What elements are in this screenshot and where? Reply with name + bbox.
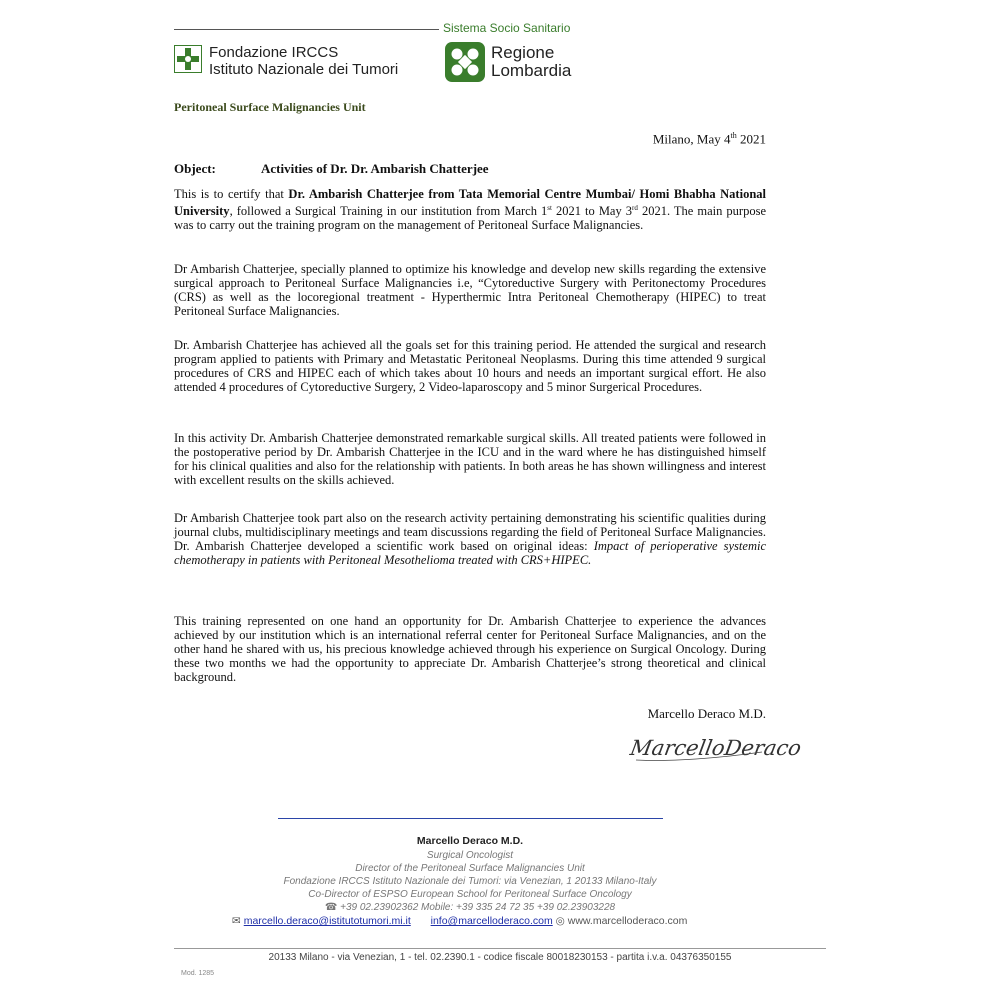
paragraph-6: This training represented on one hand an opportunity for Dr. Ambarish Chatterjee to experience the advances achieved by our institution which is an international referral center for Peritoneal Surface Malignancies, and on the other hand he shared with us, his precious knowledge achieved through his experience on Surgical Oncology. During these two months we had the opportunity to appreciate Dr. Ambarish Chatterjee’s strong theoretical and clinical background. [174,614,766,684]
header-rule [174,29,439,30]
signature-text: MarcelloDeraco [628,735,804,760]
bottom-legal-line: 20133 Milano - via Venezian, 1 - tel. 02.2390.1 - codice fiscale 80018230153 - partita i.v.a. 04376350155 [268,952,732,963]
signatory-name: Marcello Deraco M.D. [647,706,766,721]
institution-logo-icon [174,45,202,73]
region-name [491,44,571,80]
date-text: Milano, May 4 [652,131,731,147]
p1-sup-2: rd [632,204,638,212]
unit-name: Peritoneal Surface Malignancies Unit [174,100,366,114]
handwritten-signature [628,728,804,768]
footer-name: Marcello Deraco M.D. [416,835,524,847]
system-label: Sistema Socio Sanitario [443,21,571,35]
web-icon: ◎ [555,915,568,927]
p5-text: Dr Ambarish Chatterjee took part also on the research activity pertaining demonstrating his scientific qualities during journal clubs, multidisciplinary meetings and team discussions regarding the field of Peritoneal Surface Malignancies. Dr. Ambarish Chatterjee developed a scientific work based on original ideas: [174,511,766,553]
paragraph-2: Dr Ambarish Chatterjee, specially planned to optimize his knowledge and develop new skills regarding the extensive surgical approach to Peritoneal Surface Malignancies i.e, “Cytoreductive Surgery with Peritonectomy Procedures (CRS) as well as the locoregional treatment - Hyperthermic Intra Peritoneal Chemotherapy (HIPEC) to treat Peritoneal Surface Malignancies. [174,262,766,318]
footer-phones [174,901,766,914]
p1-text-a: This is to certify that [174,187,289,201]
footer-role: Surgical Oncologist [426,850,514,861]
footer-contacts [232,915,687,927]
p1-text-b: , followed a Surgical Training in our institution from March 1 [229,204,548,219]
footer-codirector: Co-Director of ESPSO European School for Peritoneal Surface Oncology [308,889,632,900]
website-text[interactable]: www.marcelloderaco.com [567,915,688,927]
footer-title: Director of the Peritoneal Surface Malignancies Unit [355,863,585,874]
date-year: 2021 [736,131,766,147]
email-link-1[interactable]: marcello.deraco@istitutotumori.mi.it [243,915,411,927]
region-name-line1: Regione [491,43,555,62]
form-code: Mod. 1285 [181,970,215,977]
email-link-2[interactable]: info@marcelloderaco.com [430,915,553,927]
footer-rule [278,818,663,819]
institution-name-line1: Fondazione IRCCS [209,44,339,61]
p1-bold: Dr. Ambarish Chatterjee from Tata Memorial Centre Mumbai/ Homi Bhabha National University [174,187,766,219]
p1-text-d: 2021. The main purpose was to carry out the training program on the management of Peritoneal Surface Malignancies. [174,204,767,233]
p5-italic: Impact of perioperative systemic chemotherapy in patients with Peritoneal Mesothelioma treated with CRS+HIPEC. [174,539,766,567]
paragraph-5 [174,511,766,567]
object-label: Object: [174,161,216,176]
email-icon: ✉ [232,915,244,927]
footer-address: Fondazione IRCCS Istituto Nazionale dei Tumori: via Venezian, 1 20133 Milano-Italy [283,876,657,887]
p1-text-c: 2021 to May 3 [551,204,633,219]
object-line [174,161,489,177]
region-name-line2: Lombardia [491,61,572,80]
phone-icon: ☎ [324,902,341,913]
p1-sup-1: st [547,204,552,212]
institution-name-line2: Istituto Nazionale dei Tumori [209,61,399,78]
date-sup: th [730,131,737,140]
paragraph-3: Dr. Ambarish Chatterjee has achieved all the goals set for this training period. He attended the surgical and research program applied to patients with Primary and Metastatic Peritoneal Neoplasms. During this time attended 9 surgical procedures of CRS and HIPEC each of which takes about 10 hours and needs an important surgical effort. He also attended 4 procedures of Cytoreductive Surgery, 2 Video-laparoscopy and 5 minor Surgerical Procedures. [174,338,766,394]
region-logo-icon [445,42,485,82]
footer-phone-text: +39 02.23902362 Mobile: +39 335 24 72 35 +39 02.23903228 [340,902,616,913]
letter-date [653,131,766,147]
object-subject: Activities of Dr. Dr. Ambarish Chatterjee [261,161,489,176]
paragraph-1 [174,187,766,232]
bottom-rule [174,948,826,949]
paragraph-4: In this activity Dr. Ambarish Chatterjee demonstrated remarkable surgical skills. All treated patients were followed in the postoperative period by Dr. Ambarish Chatterjee in the ICU and in the ward where he has distinguished himself for his clinical qualities and also for the relationship with patients. In both areas he has shown willingness and interest with excellent results on the skills achieved. [174,431,766,487]
institution-name [209,44,398,78]
